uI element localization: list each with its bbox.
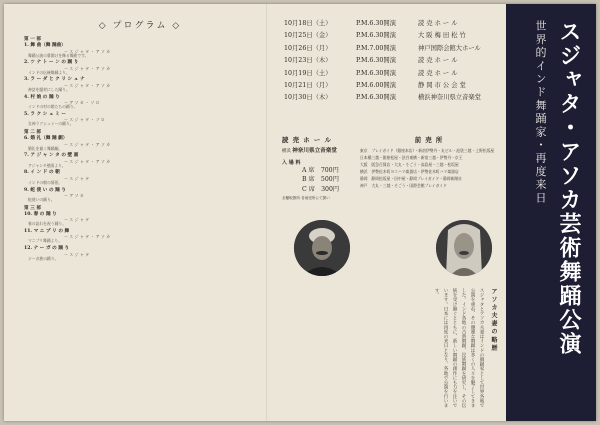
schedule-time: P.M.6.30開演 [356, 20, 397, 27]
schedule-venue: 読 売 ホ ー ル [418, 69, 458, 77]
price-grade: B 席 [302, 176, 315, 184]
sales-line: 横浜 伊勢佐木町ヨコハマ楽器店・伊勢佐木町ハマ楽器店 [360, 169, 459, 174]
price-grade: C 席 [302, 185, 315, 193]
schedule-time: P.M.6.30開演 [356, 94, 397, 102]
schedule-venue: 大 阪 梅 田 松 竹 [418, 32, 466, 40]
program-item [24, 153, 256, 168]
program-item-performer: ー ア ソ カ [64, 193, 84, 199]
schedule-row [284, 55, 504, 67]
program-item-description: マニプリ舞踊より。 [28, 238, 63, 244]
program-parts [24, 37, 256, 261]
price-amount: 300円 [321, 185, 340, 193]
program-item-performer: ー ス ジ ャ タ ・ ア ソ カ [64, 65, 111, 71]
program-item [24, 136, 256, 151]
sales-line: 静岡 静岡松坂屋・田中屋・静岡プレイガイド・静岡新聞社 [360, 176, 462, 181]
banner-subtitle: 世界的インド舞踊家・再度来日 [534, 20, 547, 205]
program-part [24, 37, 256, 127]
price-list [282, 166, 354, 194]
program-item-description: 蛇使いの踊り。 [28, 197, 55, 203]
schedule-time: P.M.7.00開演 [356, 44, 397, 52]
sales-line: 東京 プレイガイド（銀座本店）・新宿伊勢丹・丸ビル・池袋三越・上野松坂屋 [360, 148, 495, 153]
price-row [282, 185, 354, 194]
program-item-title: 12. ナ ー ガ の 踊 り [24, 246, 70, 252]
program-item [24, 229, 256, 244]
advance-sales [360, 135, 498, 190]
program-item-title: 9. 蛇 使 い の 踊 り [24, 187, 66, 193]
program-item [24, 43, 256, 58]
schedule-time: P.M.6.30開演 [356, 32, 397, 40]
program-item-title: 6. 婚 礼（舞 踊 劇） [24, 135, 68, 141]
program-item-description: インドの村の娘たちの踊り。 [28, 104, 78, 110]
asoka-photo [294, 220, 350, 276]
program-item-title: 10. 春 の 踊 り [24, 211, 57, 217]
program-item-performer: ー ス ジ ャ タ ・ ア ソ カ [64, 158, 111, 164]
program-item-performer: ー ス ジ ャ タ ・ ア ソ カ [64, 141, 111, 147]
program-item [24, 112, 256, 127]
program-item [24, 77, 256, 92]
program-item [24, 170, 256, 185]
venue-location [282, 148, 354, 155]
program-section [24, 18, 256, 414]
sales-lines [360, 148, 498, 188]
schedule-row [284, 80, 504, 92]
venue-location-name: 神奈川県立音楽堂 [292, 148, 337, 154]
schedule-date: 10月30日（木） [284, 94, 332, 102]
banner-title: スジャタ・アソカ芸術舞踊公演 [556, 20, 581, 356]
venue-location-label: 横浜 [282, 149, 291, 154]
price-grade: A 席 [302, 167, 315, 174]
center-fold [266, 4, 268, 421]
program-item-performer: ー ス ジ ャ タ [64, 175, 90, 181]
program-item-title: 11. マ ニ プ リ の 舞 [24, 228, 70, 234]
sales-line: 日本橋三越・銀座松屋・渋谷東横・新宿三越・伊勢丹・京王 [360, 155, 463, 160]
program-part [24, 130, 256, 203]
program-item-description: インドの朝の情景。 [28, 179, 63, 185]
schedule-date: 10月21日（月） [284, 82, 332, 90]
schedule-list [284, 18, 504, 105]
program-item-title: 7. ア ジ ャ ン タ の 壁 画 [24, 153, 79, 159]
program-item-title: 3. ラ ー ダ と ク リ シ ュ ナ [24, 77, 85, 83]
program-item-description: インドの伝統舞踊より。 [28, 69, 70, 75]
program-item [24, 60, 256, 75]
program-item-title: 4. 村 娘 の 踊 り [24, 94, 60, 100]
program-item-performer: ー ス ジ ャ タ [64, 251, 90, 257]
part-heading: 第 二 部 [24, 129, 41, 135]
program-item-description: 神話を題材にした踊り。 [28, 86, 70, 92]
program-item-performer: ー ス ジ ャ タ ・ ソ ロ [64, 117, 105, 123]
sales-line: 大阪 阪急百貨店・大丸・そごう・高島屋・三越・松坂屋 [360, 162, 459, 167]
schedule-venue: 静 岡 市 公 会 堂 [418, 82, 466, 90]
schedule-row [284, 43, 504, 55]
program-item-description: 舞踊公演の幕開けを飾る舞曲です。 [28, 52, 89, 58]
schedule-venue: 読 売 ホ ー ル [418, 57, 458, 65]
program-item-performer: ー ス ジ ャ タ ・ ア ソ カ [64, 48, 111, 54]
schedule-row [284, 18, 504, 30]
program-item-title: 2. ツ ナ ト ー ン の 踊 り [24, 60, 79, 66]
part-heading: 第 三 部 [24, 205, 41, 211]
program-item-description: 女神ラクシュミーの踊り。 [28, 121, 74, 127]
program-item-title: 5. ラ ク シ ュ ミ ー [24, 111, 66, 117]
price-amount: 500円 [320, 176, 339, 184]
venue-note: 全額取扱所 各前売所にて扱い [282, 196, 330, 201]
schedule-row [284, 92, 504, 104]
program-item [24, 188, 256, 203]
program-item-performer: ー ス ジ ャ タ ・ ア ソ カ [64, 234, 111, 240]
program-item-description: ナーガ族の踊り。 [28, 255, 59, 261]
schedule-date: 10月26日（月） [284, 44, 332, 52]
price-amount: 700円 [320, 167, 339, 174]
schedule-time: P.M.6.00開演 [356, 82, 397, 90]
program-item [24, 212, 256, 227]
venue-info [282, 135, 354, 201]
program-item-description: 春の訪れを祝う踊り。 [28, 221, 66, 227]
biography-text: スジャタとアソカ夫妻はインドの舞踊家として世界各地で公演を重ね、その優雅な舞踊は多くの人々を魅了してきました。インド各地の古典舞踊、民族舞踊を研究し、その伝統を受け継ぐとともに、新しい舞踊の創作にも力を注いでいます。日本には再度の来日となり、各地で公演を行います。 [434, 288, 484, 408]
biography [284, 288, 500, 412]
title-banner [506, 4, 596, 421]
program-item-performer: ー ア ソ カ ・ ソ ロ [64, 100, 100, 106]
venue-heading: 読 売 ホ ー ル [282, 136, 332, 144]
schedule-date: 10月18日（土） [284, 20, 332, 27]
price-row [282, 166, 354, 175]
sales-heading: 前 売 所 [414, 136, 444, 144]
program-item [24, 246, 256, 261]
program-part [24, 206, 256, 262]
schedule-venue: 読 売 ホ ー ル [418, 20, 458, 27]
sales-line: 神戸 大丸・三越・そごう・国際会館プレイガイド [360, 183, 447, 188]
program-title: ◇ プログラム ◇ [98, 21, 182, 31]
schedule-time: P.M.6.30開演 [356, 69, 397, 77]
schedule-row [284, 68, 504, 80]
program-item-performer: ー ス ジ ャ タ ・ ア ソ カ [64, 82, 111, 88]
schedule-date: 10月19日（土） [284, 69, 332, 77]
schedule-date: 10月23日（木） [284, 57, 332, 65]
program-item-performer: ー ス ジ ャ タ [64, 217, 90, 223]
schedule-time: P.M.6.30開演 [356, 57, 397, 65]
program-item-description: アジャンタ壁画より。 [28, 162, 66, 168]
part-heading: 第 一 部 [24, 37, 41, 42]
program-item-title: 8. イ ン ド の 朝 [24, 170, 60, 176]
sujata-photo [436, 220, 492, 276]
price-row [282, 175, 354, 184]
program-item-title: 1. 舞 曲（舞 踊曲） [24, 43, 66, 48]
program-item-description: 婚礼を描く舞踊劇。 [28, 145, 63, 151]
schedule-date: 10月25日（金） [284, 32, 332, 40]
program-item [24, 95, 256, 110]
admission-label: 入 場 料 [282, 160, 301, 166]
schedule-venue: 神戸国際会館大ホール [418, 44, 481, 52]
biography-heading: ア ソ カ 夫 妻 の 略 歴 [490, 288, 497, 351]
schedule-venue: 横浜神奈川県立音楽堂 [418, 94, 481, 102]
schedule-row [284, 30, 504, 42]
